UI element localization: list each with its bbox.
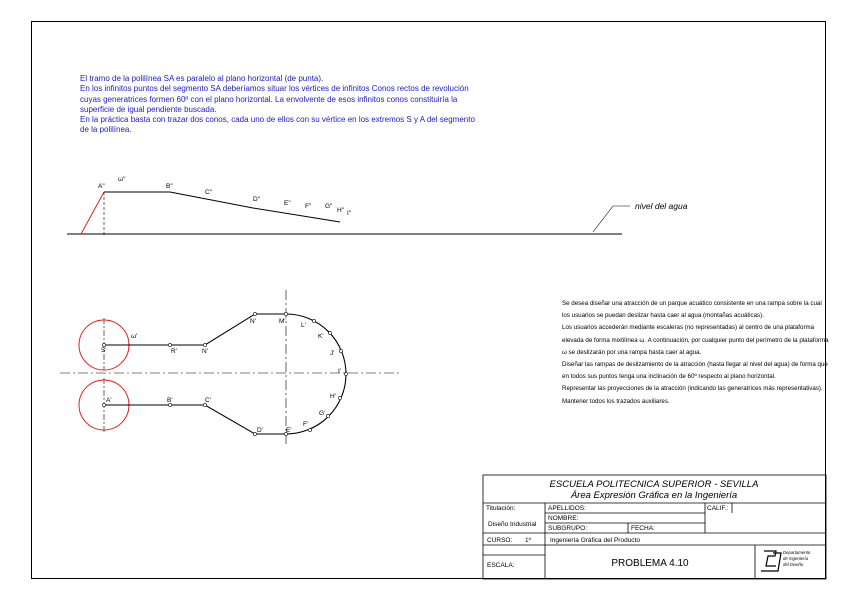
calif-label: CALIF.: [707,505,729,512]
leader-line [593,206,613,232]
label-L-plan: L' [301,322,306,329]
label-F-elev: F" [305,203,312,210]
label-C-elev: C" [205,189,213,196]
platform-plan-outline [104,314,346,434]
titulacion-label: Titulación: [486,505,516,512]
intro-line-1: El tramo de la polilínea SA es paralelo al plano horizontal (de punta). [80,74,324,83]
task-text [562,298,830,408]
problem-number: PROBLEMA 4.10 [611,558,689,569]
area-name: Área Expresión Gráfica en la Ingeniería [570,490,738,501]
label-D-elev: D" [253,196,261,203]
label-F-plan: F' [303,421,309,428]
curso-label: CURSO: [487,537,513,544]
dept-line-1: Departamento [783,550,811,555]
dept-line-3: del Diseño [783,562,804,567]
label-B-elev: B" [166,183,173,190]
label-J-plan: J' [330,350,335,357]
nombre-label: NOMBRE: [548,515,579,522]
dept-line-2: de Ingeniería [783,556,809,561]
task-line-3: Diseñar las rampas de deslizamiento de la atracción (hasta llegar al nivel del agua) de forma que en todos sus puntos tenga una inclinación de 60º respecto al plano horizontal. [562,361,828,381]
task-line-2: Los usuarios accederán mediante escaleras (no representadas) al centro de una plataforma elevada de forma mixtilínea ω. A continuación, por cualquier punto del perímetro de la plataforma ω se deslizarán por una rampa hasta caer al agua. [562,324,829,356]
titulacion-value: Diseño Industrial [488,521,537,528]
label-I-plan: I' [338,368,342,375]
label-H-elev: H" [337,207,345,214]
plan-view [60,290,400,445]
label-omega-elev: ω" [118,176,126,183]
label-I-elev: I" [347,210,352,217]
label-G-elev: G" [325,203,333,210]
label-H-plan: H' [330,393,336,400]
curso-value: 1º [525,537,531,544]
label-C-plan: C' [205,397,211,404]
label-D-plan: D' [257,427,263,434]
task-line-5: Mantener todos los trazados auxiliares. [562,397,670,405]
water-level-label: nivel del agua [635,201,688,211]
label-G-plan: G' [319,410,326,417]
escala-label: ESCALA: [487,562,515,569]
label-E-elev: E" [284,200,291,207]
apellidos-label: APELLIDOS: [548,505,586,512]
label-R-plan: R' [171,348,177,355]
subject-name: Ingeniería Gráfica del Producto [550,537,640,544]
label-K-plan: K' [318,333,324,340]
label-N-upper: N' [250,318,256,325]
task-line-1: Se desea diseñar una atracción de un parque acuático consistente en una rampa sobre la cual los usuarios se puedan deslizar hasta caer al agua (montañas acuáticas). [562,300,822,320]
subgrupo-label: SUBGRUPO: [548,525,588,532]
fecha-label: FECHA: [631,525,655,532]
intro-line-3: En la práctica basta con trazar dos conos, cada uno de ellos con su vértice en los extremos S y A del segmento de la polilínea. [80,115,475,135]
label-M-plan: M' [279,318,286,325]
label-N-lower: N' [202,348,208,355]
label-A-plan: A' [106,397,112,404]
label-omega-plan: ω' [131,333,138,340]
intro-line-2: En los infinitos puntos del segmento SA deberíamos situar los vértices de infinitos Conos rectos de revolución cuyas generatrices formen 60º con el plano horizontal. La envolvente de esos infinitos conos constituiría la superficie de igual pendiente buscada. [80,84,469,114]
label-B-plan: B' [167,397,173,404]
task-line-4: Representar las proyecciones de la atracción (indicando las generatrices más representativas). [562,385,823,393]
label-A-elev: A" [98,183,105,190]
cone-generatrix-elev [81,192,104,234]
label-S-plan: S' [101,347,107,354]
label-E-plan: E' [286,427,292,434]
school-name: ESCUELA POLITECNICA SUPERIOR - SEVILLA [549,479,759,490]
department-logo [761,551,781,571]
